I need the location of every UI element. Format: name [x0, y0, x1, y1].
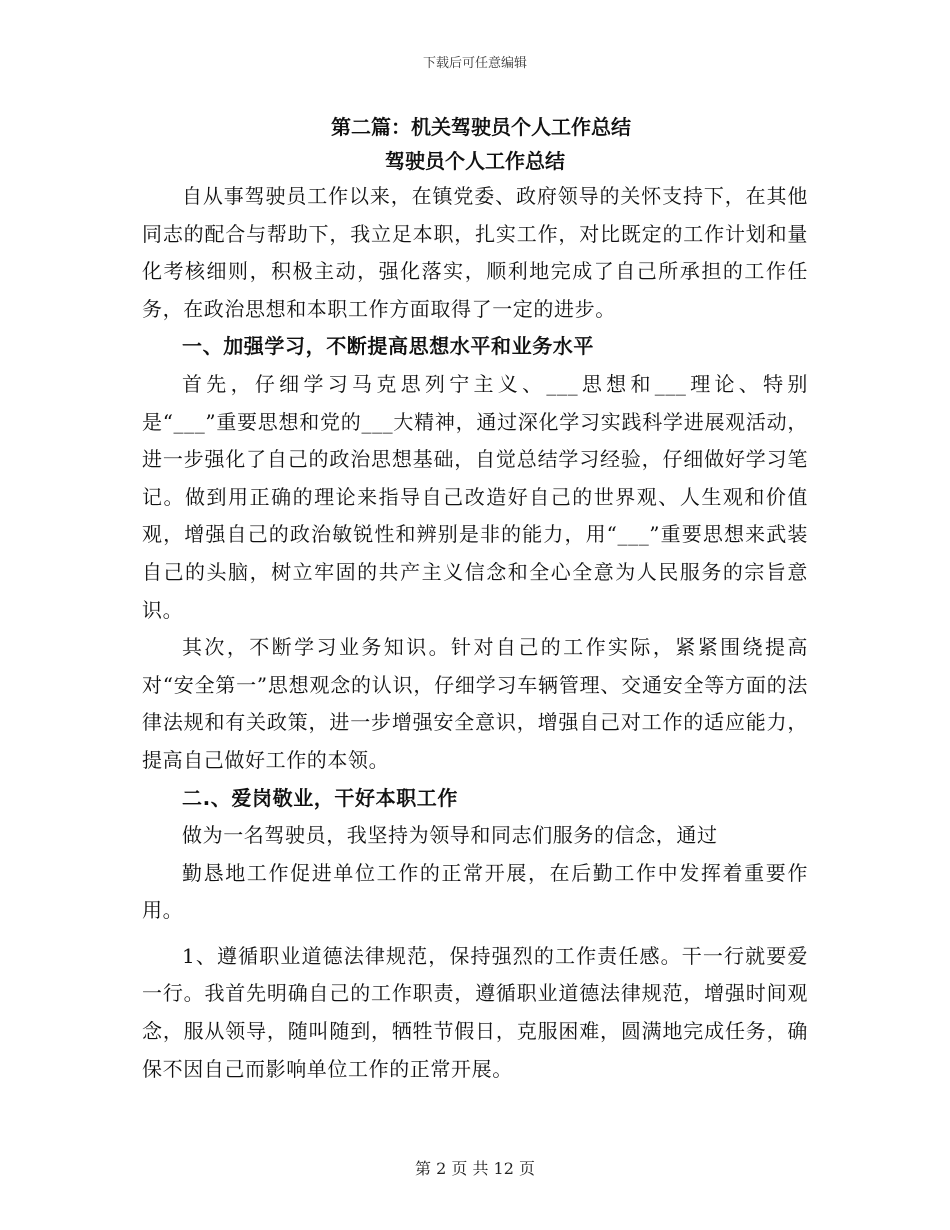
page-header: 下载后可任意编辑 [422, 56, 527, 71]
document-subtitle: 驾驶员个人工作总结 [385, 149, 565, 173]
paragraph-study-first: 首先，仔细学习马克思列宁主义、___思想和___理论、特别是“___”重要思想和党的___大精神，通过深化学习实践科学进展观活动，进一步强化了自己的政治思想基础，自觉总结学习经验，仔细做好学习笔记。做到用正确的理论来指导自己改造好自己的世界观、人生观和价值观，增强自己的政治敏锐性和辨别是非的能力，用“___”重要思想来武装自己的头脑，树立牢固的共产主义信念和全心全意为人民服务的宗旨意识。 [142, 371, 808, 622]
paragraph-item-1: 1、遵循职业道德法律规范，保持强烈的工作责任感。干一行就要爱一行。我首先明确自己的工作职责，遵循职业道德法律规范，增强时间观念，服从领导，随叫随到，牺牲节假日，克服困难，圆满地完成任务，确保不因自己而影响单位工作的正常开展。 [142, 943, 808, 1081]
section-heading-2: 二.、爱岗敬业，干好本职工作 [182, 785, 458, 810]
document-body [142, 110, 808, 1088]
paragraph-study-second: 其次，不断学习业务知识。针对自己的工作实际，紧紧围绕提高对“安全第一”思想观念的认识，仔细学习车辆管理、交通安全等方面的法律法规和有关政策，进一步增强安全意识，增强自己对工作的适应能力，提高自己做好工作的本领。 [142, 635, 808, 772]
section-heading-1: 一、加强学习，不断提高思想水平和业务水平 [182, 334, 594, 359]
document-title: 第二篇：机关驾驶员个人工作总结 [331, 115, 631, 139]
paragraph-service-line2: 勤恳地工作促进单位工作的正常开展，在后勤工作中发挥着重要作用。 [142, 860, 808, 923]
paragraph-gap [142, 930, 808, 938]
paragraph-service-line1: 做为一名驾驶员，我坚持为领导和同志们服务的信念，通过 [182, 823, 718, 848]
paragraph-intro: 自从事驾驶员工作以来，在镇党委、政府领导的关怀支持下，在其他同志的配合与帮助下，我立足本职，扎实工作，对比既定的工作计划和量化考核细则，积极主动，强化落实，顺利地完成了自己所承担的工作任务，在政治思想和本职工作方面取得了一定的进步。 [142, 184, 808, 321]
page-footer: 第 2 页 共 12 页 [415, 1159, 535, 1178]
